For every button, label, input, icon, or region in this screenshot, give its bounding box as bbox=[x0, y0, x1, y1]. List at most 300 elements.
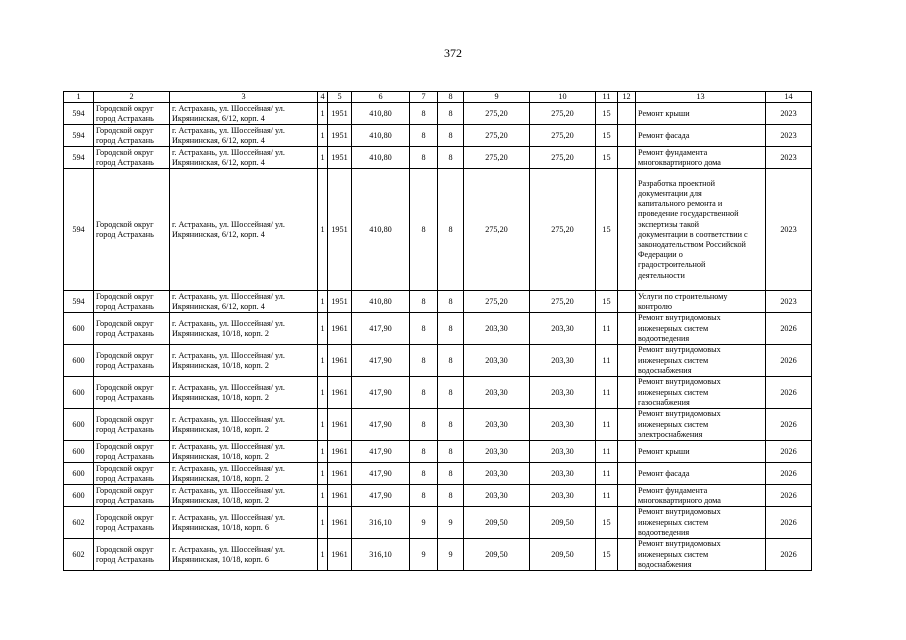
repair-period: 2026 bbox=[766, 441, 812, 463]
col-4-value: 1 bbox=[318, 313, 328, 345]
page-number: 372 bbox=[444, 46, 462, 60]
address-cell bbox=[170, 485, 318, 507]
row-number: 600 bbox=[64, 313, 94, 345]
build-year: 1951 bbox=[328, 147, 352, 169]
row-number: 600 bbox=[64, 377, 94, 409]
col-12-value bbox=[618, 291, 636, 313]
table-row bbox=[64, 409, 812, 441]
work-type-line: инженерных систем bbox=[638, 517, 709, 527]
work-type-line: инженерных систем bbox=[638, 419, 709, 429]
col-10-value: 275,20 bbox=[530, 125, 596, 147]
col-9-value: 203,30 bbox=[464, 345, 530, 377]
col-8-value: 8 bbox=[438, 345, 464, 377]
col-10-value: 275,20 bbox=[530, 103, 596, 125]
repair-period: 2023 bbox=[766, 147, 812, 169]
col-12-value bbox=[618, 125, 636, 147]
col-10-value: 203,30 bbox=[530, 345, 596, 377]
row-number: 594 bbox=[64, 147, 94, 169]
col-8-value: 8 bbox=[438, 313, 464, 345]
col-11-value: 15 bbox=[596, 169, 618, 291]
col-7-value: 8 bbox=[410, 169, 438, 291]
col-11-value: 11 bbox=[596, 485, 618, 507]
work-type-line: Федерации о bbox=[638, 250, 683, 260]
row-number: 594 bbox=[64, 103, 94, 125]
repair-period: 2026 bbox=[766, 377, 812, 409]
col-10-value: 203,30 bbox=[530, 313, 596, 345]
work-type-cell bbox=[636, 345, 766, 377]
col-4-value: 1 bbox=[318, 507, 328, 539]
col-10-value: 203,30 bbox=[530, 409, 596, 441]
work-type-cell bbox=[636, 313, 766, 345]
col-10-value: 209,50 bbox=[530, 539, 596, 571]
col-8-value: 8 bbox=[438, 463, 464, 485]
municipality-line: город Астрахань bbox=[96, 113, 154, 123]
municipality-cell bbox=[94, 507, 170, 539]
address-cell bbox=[170, 539, 318, 571]
municipality-line: Городской округ bbox=[96, 463, 154, 473]
col-7-value: 8 bbox=[410, 291, 438, 313]
address-line: Икрянинская, 10/18, корп. 2 bbox=[172, 392, 269, 402]
row-number: 594 bbox=[64, 291, 94, 313]
col-4-value: 1 bbox=[318, 377, 328, 409]
address-line: Икрянинская, 10/18, корп. 2 bbox=[172, 495, 269, 505]
col-9-value: 275,20 bbox=[464, 169, 530, 291]
address-line: г. Астрахань, ул. Шоссейная/ ул. bbox=[172, 219, 285, 229]
repair-period: 2026 bbox=[766, 313, 812, 345]
municipality-cell bbox=[94, 485, 170, 507]
repair-period: 2026 bbox=[766, 507, 812, 539]
col-10-value: 203,30 bbox=[530, 377, 596, 409]
column-number-3: 3 bbox=[170, 92, 318, 103]
municipality-line: город Астрахань bbox=[96, 554, 154, 564]
column-number-6: 6 bbox=[352, 92, 410, 103]
municipality-line: Городской округ bbox=[96, 512, 154, 522]
row-number: 594 bbox=[64, 169, 94, 291]
address-cell bbox=[170, 291, 318, 313]
municipality-line: Городской округ bbox=[96, 350, 154, 360]
address-line: г. Астрахань, ул. Шоссейная/ ул. bbox=[172, 544, 285, 554]
municipality-line: город Астрахань bbox=[96, 229, 154, 239]
municipality-line: город Астрахань bbox=[96, 135, 154, 145]
col-11-value: 15 bbox=[596, 103, 618, 125]
col-9-value: 209,50 bbox=[464, 507, 530, 539]
work-type-line: документации в соответствии с bbox=[638, 229, 748, 239]
row-number: 600 bbox=[64, 485, 94, 507]
municipality-line: город Астрахань bbox=[96, 301, 154, 311]
col-12-value bbox=[618, 313, 636, 345]
column-number-5: 5 bbox=[328, 92, 352, 103]
work-type-line: Ремонт внутридомовых bbox=[638, 345, 721, 355]
address-cell bbox=[170, 409, 318, 441]
municipality-cell bbox=[94, 125, 170, 147]
municipality-line: город Астрахань bbox=[96, 360, 154, 370]
municipality-cell bbox=[94, 539, 170, 571]
col-7-value: 8 bbox=[410, 485, 438, 507]
work-type-cell bbox=[636, 103, 766, 125]
address-line: г. Астрахань, ул. Шоссейная/ ул. bbox=[172, 463, 285, 473]
repair-period: 2023 bbox=[766, 291, 812, 313]
col-4-value: 1 bbox=[318, 441, 328, 463]
municipality-cell bbox=[94, 313, 170, 345]
work-type-line: документации для bbox=[638, 188, 702, 198]
work-type-line: водоснабжения bbox=[638, 365, 692, 375]
municipality-line: город Астрахань bbox=[96, 495, 154, 505]
municipality-line: город Астрахань bbox=[96, 451, 154, 461]
repair-period: 2023 bbox=[766, 103, 812, 125]
col-4-value: 1 bbox=[318, 125, 328, 147]
work-type-line: многоквартирного дома bbox=[638, 157, 721, 167]
col-12-value bbox=[618, 507, 636, 539]
table-row bbox=[64, 103, 812, 125]
build-year: 1951 bbox=[328, 169, 352, 291]
work-type-line: многоквартирного дома bbox=[638, 495, 721, 505]
work-type-cell bbox=[636, 409, 766, 441]
table-row bbox=[64, 539, 812, 571]
municipality-cell bbox=[94, 291, 170, 313]
col-9-value: 203,30 bbox=[464, 377, 530, 409]
address-cell bbox=[170, 507, 318, 539]
column-number-7: 7 bbox=[410, 92, 438, 103]
col-7-value: 8 bbox=[410, 103, 438, 125]
col-7-value: 8 bbox=[410, 125, 438, 147]
municipality-line: Городской округ bbox=[96, 318, 154, 328]
build-year: 1961 bbox=[328, 507, 352, 539]
col-12-value bbox=[618, 409, 636, 441]
col-10-value: 203,30 bbox=[530, 441, 596, 463]
address-line: г. Астрахань, ул. Шоссейная/ ул. bbox=[172, 147, 285, 157]
municipality-line: Городской округ bbox=[96, 219, 154, 229]
repair-period: 2026 bbox=[766, 485, 812, 507]
repair-period: 2023 bbox=[766, 169, 812, 291]
col-12-value bbox=[618, 345, 636, 377]
column-number-row bbox=[64, 92, 812, 103]
table-row bbox=[64, 463, 812, 485]
build-year: 1961 bbox=[328, 313, 352, 345]
work-type-cell bbox=[636, 507, 766, 539]
repair-period: 2026 bbox=[766, 539, 812, 571]
total-area: 410,80 bbox=[352, 103, 410, 125]
total-area: 417,90 bbox=[352, 345, 410, 377]
total-area: 410,80 bbox=[352, 291, 410, 313]
col-8-value: 9 bbox=[438, 539, 464, 571]
col-8-value: 8 bbox=[438, 147, 464, 169]
col-11-value: 15 bbox=[596, 291, 618, 313]
total-area: 417,90 bbox=[352, 313, 410, 345]
municipality-line: город Астрахань bbox=[96, 157, 154, 167]
work-type-cell bbox=[636, 539, 766, 571]
work-type-line: контролю bbox=[638, 301, 672, 311]
repair-period: 2026 bbox=[766, 409, 812, 441]
work-type-line: инженерных систем bbox=[638, 355, 709, 365]
column-number-9: 9 bbox=[464, 92, 530, 103]
col-8-value: 8 bbox=[438, 409, 464, 441]
col-12-value bbox=[618, 485, 636, 507]
col-9-value: 203,30 bbox=[464, 463, 530, 485]
address-cell bbox=[170, 147, 318, 169]
address-line: Икрянинская, 6/12, корп. 4 bbox=[172, 113, 265, 123]
column-number-12: 12 bbox=[618, 92, 636, 103]
col-7-value: 8 bbox=[410, 377, 438, 409]
municipality-line: Городской округ bbox=[96, 382, 154, 392]
table-row bbox=[64, 377, 812, 409]
work-type-line: Ремонт фасада bbox=[638, 468, 690, 478]
municipality-line: Городской округ bbox=[96, 291, 154, 301]
address-line: Икрянинская, 6/12, корп. 4 bbox=[172, 229, 265, 239]
col-9-value: 203,30 bbox=[464, 313, 530, 345]
table-row bbox=[64, 345, 812, 377]
col-8-value: 8 bbox=[438, 169, 464, 291]
col-11-value: 15 bbox=[596, 507, 618, 539]
municipality-line: город Астрахань bbox=[96, 522, 154, 532]
work-type-cell bbox=[636, 441, 766, 463]
municipality-line: Городской округ bbox=[96, 414, 154, 424]
col-11-value: 15 bbox=[596, 125, 618, 147]
municipality-cell bbox=[94, 377, 170, 409]
table-row bbox=[64, 291, 812, 313]
repair-period: 2026 bbox=[766, 463, 812, 485]
municipality-line: Городской округ bbox=[96, 485, 154, 495]
table-row bbox=[64, 147, 812, 169]
address-line: г. Астрахань, ул. Шоссейная/ ул. bbox=[172, 291, 285, 301]
work-type-line: законодательством Российской bbox=[638, 239, 746, 249]
work-type-line: водоотведения bbox=[638, 527, 690, 537]
col-8-value: 8 bbox=[438, 291, 464, 313]
address-cell bbox=[170, 463, 318, 485]
col-9-value: 275,20 bbox=[464, 103, 530, 125]
address-line: Икрянинская, 10/18, корп. 6 bbox=[172, 522, 269, 532]
work-type-cell bbox=[636, 463, 766, 485]
col-4-value: 1 bbox=[318, 103, 328, 125]
column-number-10: 10 bbox=[530, 92, 596, 103]
col-7-value: 8 bbox=[410, 441, 438, 463]
work-type-line: Услуги по строительному bbox=[638, 291, 728, 301]
address-line: Икрянинская, 10/18, корп. 2 bbox=[172, 360, 269, 370]
work-type-line: Ремонт крыши bbox=[638, 108, 690, 118]
work-type-line: Ремонт внутридомовых bbox=[638, 507, 721, 517]
address-line: г. Астрахань, ул. Шоссейная/ ул. bbox=[172, 125, 285, 135]
work-type-line: инженерных систем bbox=[638, 387, 709, 397]
total-area: 316,10 bbox=[352, 539, 410, 571]
work-type-line: экспертизы такой bbox=[638, 219, 700, 229]
col-10-value: 275,20 bbox=[530, 291, 596, 313]
work-type-line: деятельности bbox=[638, 270, 685, 280]
build-year: 1961 bbox=[328, 463, 352, 485]
build-year: 1961 bbox=[328, 345, 352, 377]
address-line: г. Астрахань, ул. Шоссейная/ ул. bbox=[172, 485, 285, 495]
work-type-line: Ремонт внутридомовых bbox=[638, 377, 721, 387]
total-area: 417,90 bbox=[352, 441, 410, 463]
address-line: Икрянинская, 6/12, корп. 4 bbox=[172, 135, 265, 145]
work-type-line: водоснабжения bbox=[638, 559, 692, 569]
column-number-8: 8 bbox=[438, 92, 464, 103]
work-type-line: Ремонт фасада bbox=[638, 130, 690, 140]
col-12-value bbox=[618, 103, 636, 125]
col-4-value: 1 bbox=[318, 409, 328, 441]
work-type-line: газоснабжения bbox=[638, 397, 690, 407]
work-type-line: капитального ремонта и bbox=[638, 199, 723, 209]
total-area: 417,90 bbox=[352, 485, 410, 507]
address-cell bbox=[170, 313, 318, 345]
col-12-value bbox=[618, 147, 636, 169]
municipality-cell bbox=[94, 463, 170, 485]
build-year: 1961 bbox=[328, 441, 352, 463]
col-11-value: 11 bbox=[596, 377, 618, 409]
col-12-value bbox=[618, 463, 636, 485]
col-11-value: 11 bbox=[596, 463, 618, 485]
work-type-cell bbox=[636, 291, 766, 313]
column-number-2: 2 bbox=[94, 92, 170, 103]
col-10-value: 209,50 bbox=[530, 507, 596, 539]
table-row bbox=[64, 507, 812, 539]
address-line: г. Астрахань, ул. Шоссейная/ ул. bbox=[172, 441, 285, 451]
work-type-cell bbox=[636, 169, 766, 291]
col-7-value: 8 bbox=[410, 345, 438, 377]
address-line: г. Астрахань, ул. Шоссейная/ ул. bbox=[172, 103, 285, 113]
work-type-cell bbox=[636, 377, 766, 409]
municipality-line: город Астрахань bbox=[96, 473, 154, 483]
municipality-line: Городской округ bbox=[96, 147, 154, 157]
build-year: 1961 bbox=[328, 409, 352, 441]
address-cell bbox=[170, 377, 318, 409]
column-number-1: 1 bbox=[64, 92, 94, 103]
col-11-value: 11 bbox=[596, 313, 618, 345]
build-year: 1961 bbox=[328, 377, 352, 409]
repair-period: 2026 bbox=[766, 345, 812, 377]
col-8-value: 9 bbox=[438, 507, 464, 539]
row-number: 594 bbox=[64, 125, 94, 147]
work-type-line: инженерных систем bbox=[638, 549, 709, 559]
municipality-cell bbox=[94, 147, 170, 169]
municipality-line: город Астрахань bbox=[96, 392, 154, 402]
address-cell bbox=[170, 125, 318, 147]
col-9-value: 209,50 bbox=[464, 539, 530, 571]
col-7-value: 8 bbox=[410, 147, 438, 169]
col-4-value: 1 bbox=[318, 485, 328, 507]
address-line: г. Астрахань, ул. Шоссейная/ ул. bbox=[172, 512, 285, 522]
table-row bbox=[64, 125, 812, 147]
col-10-value: 275,20 bbox=[530, 169, 596, 291]
address-cell bbox=[170, 103, 318, 125]
work-type-line: Ремонт внутридомовых bbox=[638, 539, 721, 549]
work-type-line: водоотведения bbox=[638, 333, 690, 343]
col-4-value: 1 bbox=[318, 539, 328, 571]
work-type-cell bbox=[636, 485, 766, 507]
municipality-cell bbox=[94, 169, 170, 291]
col-9-value: 275,20 bbox=[464, 125, 530, 147]
municipality-cell bbox=[94, 345, 170, 377]
col-10-value: 275,20 bbox=[530, 147, 596, 169]
col-4-value: 1 bbox=[318, 147, 328, 169]
col-9-value: 203,30 bbox=[464, 485, 530, 507]
total-area: 316,10 bbox=[352, 507, 410, 539]
col-4-value: 1 bbox=[318, 169, 328, 291]
row-number: 602 bbox=[64, 539, 94, 571]
address-line: г. Астрахань, ул. Шоссейная/ ул. bbox=[172, 414, 285, 424]
col-4-value: 1 bbox=[318, 463, 328, 485]
col-4-value: 1 bbox=[318, 345, 328, 377]
work-type-line: Ремонт внутридомовых bbox=[638, 409, 721, 419]
table-row bbox=[64, 313, 812, 345]
municipality-cell bbox=[94, 441, 170, 463]
work-type-line: электроснабжения bbox=[638, 429, 703, 439]
col-7-value: 8 bbox=[410, 463, 438, 485]
municipality-line: Городской округ bbox=[96, 441, 154, 451]
work-type-line: Разработка проектной bbox=[638, 178, 716, 188]
total-area: 417,90 bbox=[352, 409, 410, 441]
col-10-value: 203,30 bbox=[530, 463, 596, 485]
col-7-value: 9 bbox=[410, 507, 438, 539]
col-9-value: 203,30 bbox=[464, 409, 530, 441]
build-year: 1951 bbox=[328, 125, 352, 147]
address-cell bbox=[170, 169, 318, 291]
table-row bbox=[64, 485, 812, 507]
address-cell bbox=[170, 441, 318, 463]
address-line: Икрянинская, 10/18, корп. 2 bbox=[172, 424, 269, 434]
address-line: Икрянинская, 10/18, корп. 2 bbox=[172, 473, 269, 483]
work-type-line: Ремонт фундамента bbox=[638, 485, 708, 495]
col-9-value: 275,20 bbox=[464, 291, 530, 313]
build-year: 1961 bbox=[328, 539, 352, 571]
work-type-cell bbox=[636, 147, 766, 169]
col-11-value: 11 bbox=[596, 409, 618, 441]
total-area: 417,90 bbox=[352, 377, 410, 409]
column-number-14: 14 bbox=[766, 92, 812, 103]
row-number: 600 bbox=[64, 441, 94, 463]
col-8-value: 8 bbox=[438, 441, 464, 463]
address-line: Икрянинская, 6/12, корп. 4 bbox=[172, 301, 265, 311]
build-year: 1951 bbox=[328, 103, 352, 125]
col-12-value bbox=[618, 441, 636, 463]
municipality-cell bbox=[94, 409, 170, 441]
municipality-line: город Астрахань bbox=[96, 424, 154, 434]
build-year: 1961 bbox=[328, 485, 352, 507]
municipality-line: Городской округ bbox=[96, 125, 154, 135]
col-8-value: 8 bbox=[438, 485, 464, 507]
row-number: 600 bbox=[64, 345, 94, 377]
work-type-line: инженерных систем bbox=[638, 323, 709, 333]
col-7-value: 8 bbox=[410, 409, 438, 441]
address-line: Икрянинская, 10/18, корп. 6 bbox=[172, 554, 269, 564]
col-12-value bbox=[618, 377, 636, 409]
address-line: Икрянинская, 6/12, корп. 4 bbox=[172, 157, 265, 167]
col-11-value: 11 bbox=[596, 441, 618, 463]
work-type-line: Ремонт внутридомовых bbox=[638, 313, 721, 323]
work-type-line: проведение государственной bbox=[638, 209, 739, 219]
municipality-line: город Астрахань bbox=[96, 328, 154, 338]
repair-period: 2023 bbox=[766, 125, 812, 147]
row-number: 602 bbox=[64, 507, 94, 539]
col-8-value: 8 bbox=[438, 377, 464, 409]
build-year: 1951 bbox=[328, 291, 352, 313]
column-number-4: 4 bbox=[318, 92, 328, 103]
col-9-value: 275,20 bbox=[464, 147, 530, 169]
address-cell bbox=[170, 345, 318, 377]
work-type-line: градостроительной bbox=[638, 260, 706, 270]
col-10-value: 203,30 bbox=[530, 485, 596, 507]
address-line: г. Астрахань, ул. Шоссейная/ ул. bbox=[172, 318, 285, 328]
col-11-value: 11 bbox=[596, 345, 618, 377]
row-number: 600 bbox=[64, 463, 94, 485]
municipality-cell bbox=[94, 103, 170, 125]
col-7-value: 8 bbox=[410, 313, 438, 345]
total-area: 417,90 bbox=[352, 463, 410, 485]
table-row bbox=[64, 169, 812, 291]
col-12-value bbox=[618, 169, 636, 291]
municipality-line: Городской округ bbox=[96, 544, 154, 554]
row-number: 600 bbox=[64, 409, 94, 441]
column-number-11: 11 bbox=[596, 92, 618, 103]
total-area: 410,80 bbox=[352, 147, 410, 169]
